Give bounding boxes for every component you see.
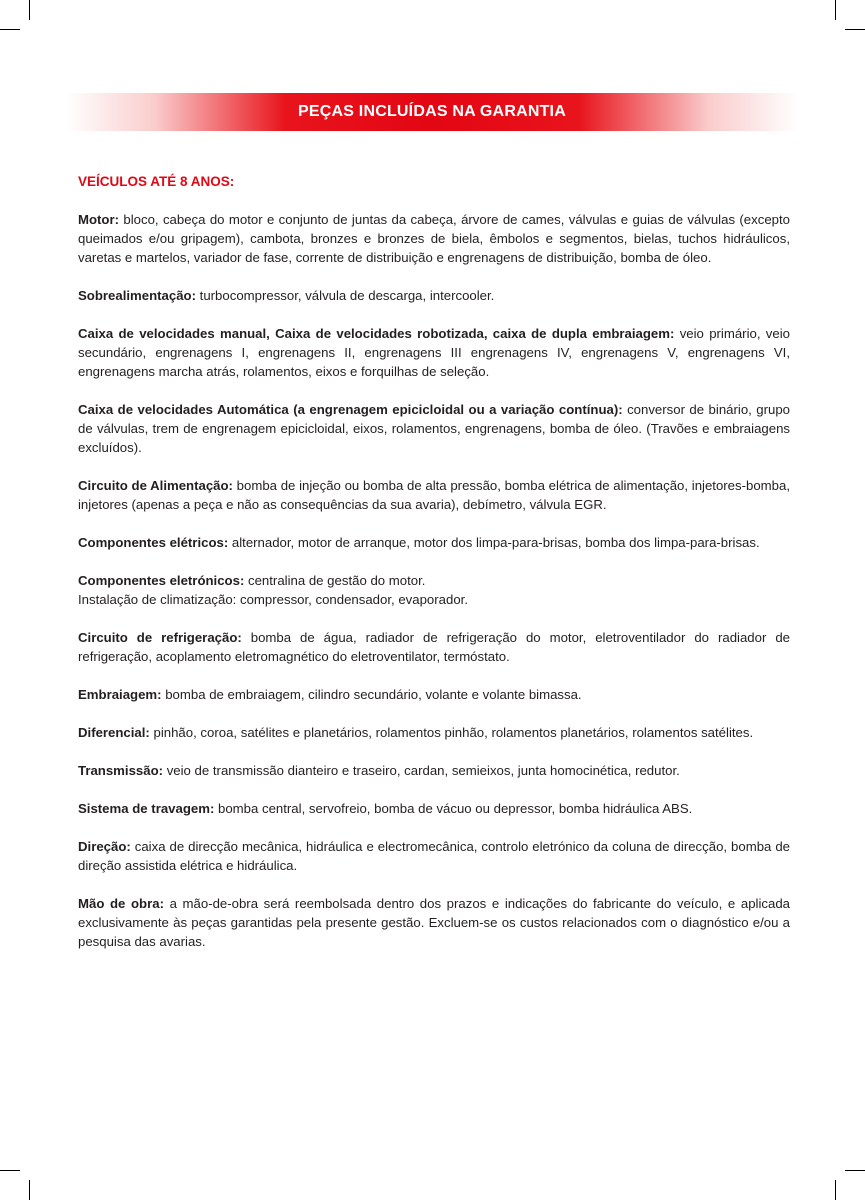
item-term: Transmissão: bbox=[78, 763, 164, 778]
item-term: Mão de obra: bbox=[78, 896, 164, 911]
item-componentes-eletricos bbox=[78, 533, 790, 552]
item-mao-de-obra bbox=[78, 894, 790, 951]
item-term: Sistema de travagem: bbox=[78, 801, 215, 816]
item-sobrealimentacao bbox=[78, 286, 790, 305]
item-text: bomba de injeção ou bomba de alta pressão, bomba elétrica de alimentação, injetores-bomba, injetores (apenas a peça e não as consequências da sua avaria), debímetro, válvula EGR. bbox=[78, 478, 790, 512]
crop-mark bbox=[835, 0, 836, 20]
item-term: Sobrealimentação: bbox=[78, 288, 196, 303]
crop-mark bbox=[0, 1170, 20, 1171]
item-text: pinhão, coroa, satélites e planetários, rolamentos pinhão, rolamentos planetários, rolamentos satélites. bbox=[149, 725, 754, 740]
item-motor bbox=[78, 210, 790, 267]
item-term: Direção: bbox=[78, 839, 131, 854]
crop-mark bbox=[29, 1180, 30, 1200]
item-term: Diferencial: bbox=[78, 725, 150, 740]
item-term: Caixa de velocidades manual, Caixa de velocidades robotizada, caixa de dupla embraiagem: bbox=[78, 326, 675, 341]
item-text: bomba de embraiagem, cilindro secundário, volante e volante bimassa. bbox=[161, 687, 582, 702]
item-term: Circuito de Alimentação: bbox=[78, 478, 233, 493]
item-term: Motor: bbox=[78, 212, 120, 227]
crop-mark bbox=[29, 0, 30, 20]
item-extra-text: Instalação de climatização: compressor, condensador, evaporador. bbox=[78, 592, 468, 607]
crop-mark bbox=[835, 1180, 836, 1200]
item-term: Caixa de velocidades Automática (a engrenagem epicicloidal ou a variação contínua): bbox=[78, 402, 623, 417]
item-caixa-manual bbox=[78, 324, 790, 381]
item-text: veio primário, veio secundário, engrenagens I, engrenagens II, engrenagens III engrenagens IV, engrenagens V, engrenagens VI, engrenagens marcha atrás, rolamentos, eixos e forquilhas de seleção. bbox=[78, 326, 791, 379]
item-circuito-refrigeracao bbox=[78, 628, 790, 666]
item-caixa-automatica bbox=[78, 400, 790, 457]
item-term: Embraiagem: bbox=[78, 687, 162, 702]
item-text: turbocompressor, válvula de descarga, intercooler. bbox=[196, 288, 495, 303]
item-circuito-alimentacao bbox=[78, 476, 790, 514]
warranty-content bbox=[78, 172, 790, 970]
crop-mark bbox=[845, 29, 865, 30]
item-text: bloco, cabeça do motor e conjunto de juntas da cabeça, árvore de cames, válvulas e guias de válvulas (excepto queimados e/ou gripagem), cambota, bronzes e bronzes de biela, êmbolos e segmentos, bielas, tuchos hidráulicos, varetas e martelos, variador de fase, corrente de distribuição e engrenagens de distribuição, bomba de óleo. bbox=[78, 212, 790, 265]
item-embraiagem bbox=[78, 685, 790, 704]
item-text: bomba central, servofreio, bomba de vácuo ou depressor, bomba hidráulica ABS. bbox=[214, 801, 693, 816]
title-banner bbox=[66, 93, 798, 131]
item-text: bomba de água, radiador de refrigeração do motor, eletroventilador do radiador de refrigeração, acoplamento eletromagnético do eletroventilator, termóstato. bbox=[78, 630, 790, 664]
item-text: conversor de binário, grupo de válvulas, trem de engrenagem epicicloidal, eixos, rolamentos, engrenagens, bomba de óleo. (Travões e embraiagens excluídos). bbox=[78, 402, 790, 455]
item-componentes-eletronicos bbox=[78, 571, 790, 609]
item-text: veio de transmissão dianteiro e traseiro, cardan, semieixos, junta homocinética, redutor. bbox=[163, 763, 680, 778]
item-transmissao bbox=[78, 761, 790, 780]
item-direcao bbox=[78, 837, 790, 875]
item-text: caixa de direcção mecânica, hidráulica e electromecânica, controlo eletrónico da coluna de direcção, bomba de direção assistida elétrica e hidráulica. bbox=[78, 839, 790, 873]
crop-mark bbox=[0, 29, 20, 30]
item-diferencial bbox=[78, 723, 790, 742]
item-term: Componentes elétricos: bbox=[78, 535, 229, 550]
item-text: a mão-de-obra será reembolsada dentro dos prazos e indicações do fabricante do veículo, e aplicada exclusivamente às peças garantidas pela presente gestão. Excluem-se os custos relacionados com o diagnóstico e/ou a pesquisa das avarias. bbox=[78, 896, 790, 949]
crop-mark bbox=[845, 1170, 865, 1171]
item-term: Componentes eletrónicos: bbox=[78, 573, 245, 588]
section-heading: VEÍCULOS ATÉ 8 ANOS: bbox=[78, 174, 235, 189]
item-text: alternador, motor de arranque, motor dos limpa-para-brisas, bomba dos limpa-para-brisas. bbox=[228, 535, 760, 550]
item-text: centralina de gestão do motor. bbox=[244, 573, 426, 588]
item-term: Circuito de refrigeração: bbox=[78, 630, 242, 645]
page-title: PEÇAS INCLUÍDAS NA GARANTIA bbox=[298, 103, 566, 120]
item-sistema-travagem bbox=[78, 799, 790, 818]
